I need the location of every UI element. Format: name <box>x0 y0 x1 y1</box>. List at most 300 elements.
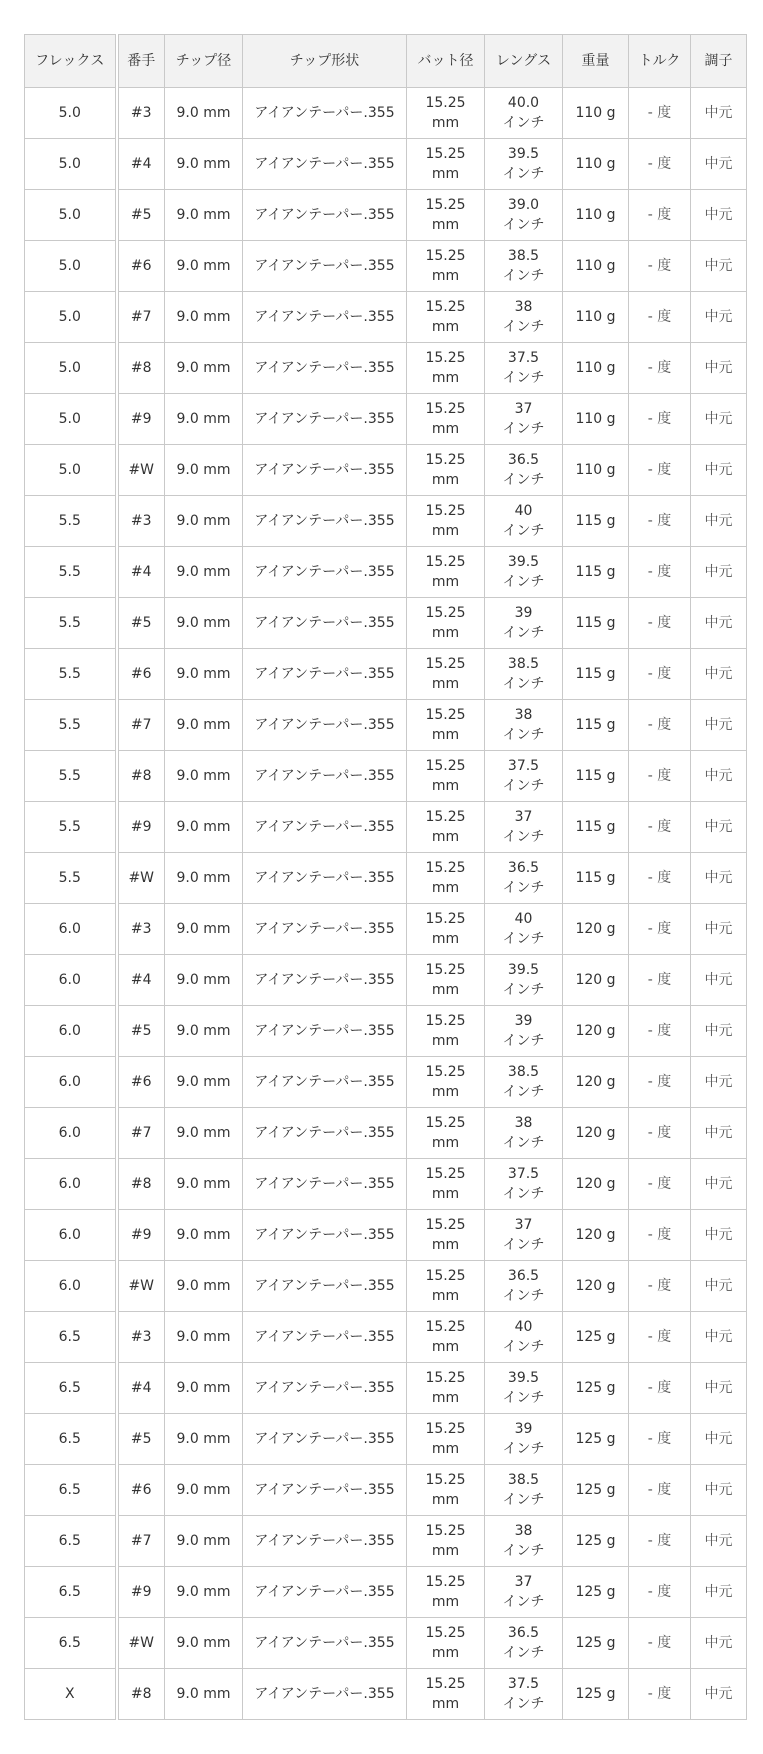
cell-torque: - 度 <box>629 1363 691 1414</box>
cell-tip-shape: アイアンテーパー.355 <box>243 1210 407 1261</box>
header-flex: フレックス <box>25 35 117 88</box>
header-tip-shape: チップ形状 <box>243 35 407 88</box>
cell-butt-diameter-value: 15.25 <box>425 401 466 417</box>
cell-butt-diameter-unit: mm <box>431 880 460 896</box>
cell-kick-point: 中元 <box>691 1618 747 1669</box>
table-row <box>25 1108 747 1159</box>
cell-butt-diameter-value: 15.25 <box>425 95 466 111</box>
cell-flex: 5.0 <box>25 190 117 241</box>
cell-length-value: 40 <box>514 911 533 927</box>
cell-weight: 115 g <box>563 649 629 700</box>
cell-length-unit: インチ <box>502 1135 545 1151</box>
cell-club-number: #6 <box>117 241 165 292</box>
cell-torque: - 度 <box>629 190 691 241</box>
cell-length-unit: インチ <box>502 829 545 845</box>
cell-club-number: #W <box>117 445 165 496</box>
cell-length <box>485 1618 563 1669</box>
cell-kick-point: 中元 <box>691 292 747 343</box>
cell-butt-diameter-unit: mm <box>431 676 460 692</box>
cell-length-value: 39.5 <box>507 962 540 978</box>
cell-butt-diameter-value: 15.25 <box>425 860 466 876</box>
cell-torque: - 度 <box>629 496 691 547</box>
cell-length-unit: インチ <box>502 1339 545 1355</box>
cell-length-unit: インチ <box>502 523 545 539</box>
cell-butt-diameter <box>407 1312 485 1363</box>
cell-butt-diameter <box>407 1363 485 1414</box>
table-row <box>25 598 747 649</box>
cell-weight: 125 g <box>563 1516 629 1567</box>
cell-tip-shape: アイアンテーパー.355 <box>243 547 407 598</box>
cell-flex: 6.0 <box>25 1210 117 1261</box>
cell-kick-point: 中元 <box>691 1414 747 1465</box>
cell-butt-diameter-value: 15.25 <box>425 146 466 162</box>
cell-butt-diameter-value: 15.25 <box>425 554 466 570</box>
cell-length-value: 37 <box>514 401 533 417</box>
cell-length-value: 36.5 <box>507 1625 540 1641</box>
cell-length-unit: インチ <box>502 115 545 131</box>
cell-length-value: 39.5 <box>507 146 540 162</box>
cell-tip-diameter: 9.0 mm <box>165 955 243 1006</box>
table-row <box>25 1414 747 1465</box>
cell-length-value: 39.0 <box>507 197 540 213</box>
cell-kick-point: 中元 <box>691 496 747 547</box>
table-row <box>25 1210 747 1261</box>
cell-club-number: #5 <box>117 1414 165 1465</box>
table-row <box>25 751 747 802</box>
cell-length <box>485 1669 563 1720</box>
cell-weight: 110 g <box>563 241 629 292</box>
cell-length-value: 36.5 <box>507 860 540 876</box>
cell-butt-diameter <box>407 547 485 598</box>
cell-weight: 115 g <box>563 751 629 802</box>
cell-butt-diameter-value: 15.25 <box>425 1472 466 1488</box>
cell-length <box>485 1363 563 1414</box>
cell-tip-diameter: 9.0 mm <box>165 1618 243 1669</box>
cell-length-unit: インチ <box>502 472 545 488</box>
cell-length-unit: インチ <box>502 1594 545 1610</box>
cell-torque: - 度 <box>629 394 691 445</box>
cell-club-number: #W <box>117 1261 165 1312</box>
cell-length-value: 37 <box>514 1574 533 1590</box>
table-row <box>25 853 747 904</box>
cell-club-number: #7 <box>117 700 165 751</box>
cell-torque: - 度 <box>629 751 691 802</box>
cell-kick-point: 中元 <box>691 547 747 598</box>
cell-butt-diameter-unit: mm <box>431 421 460 437</box>
cell-length-unit: インチ <box>502 1441 545 1457</box>
cell-tip-shape: アイアンテーパー.355 <box>243 649 407 700</box>
cell-tip-shape: アイアンテーパー.355 <box>243 292 407 343</box>
table-row <box>25 955 747 1006</box>
cell-length <box>485 190 563 241</box>
cell-torque: - 度 <box>629 139 691 190</box>
cell-club-number: #W <box>117 853 165 904</box>
cell-length-value: 40 <box>514 503 533 519</box>
cell-kick-point: 中元 <box>691 394 747 445</box>
table-row <box>25 139 747 190</box>
cell-club-number: #6 <box>117 649 165 700</box>
cell-length-unit: インチ <box>502 1492 545 1508</box>
cell-tip-shape: アイアンテーパー.355 <box>243 1567 407 1618</box>
cell-weight: 110 g <box>563 445 629 496</box>
cell-flex: 6.0 <box>25 1108 117 1159</box>
table-row <box>25 547 747 598</box>
cell-butt-diameter <box>407 1414 485 1465</box>
cell-length <box>485 1006 563 1057</box>
cell-length <box>485 88 563 139</box>
cell-kick-point: 中元 <box>691 343 747 394</box>
table-row <box>25 1567 747 1618</box>
cell-butt-diameter-unit: mm <box>431 1543 460 1559</box>
cell-length-value: 38 <box>514 1523 533 1539</box>
cell-butt-diameter-unit: mm <box>431 1594 460 1610</box>
cell-butt-diameter-unit: mm <box>431 1390 460 1406</box>
cell-length-value: 39 <box>514 1421 533 1437</box>
cell-length-unit: インチ <box>502 931 545 947</box>
cell-length-value: 38 <box>514 1115 533 1131</box>
cell-tip-diameter: 9.0 mm <box>165 649 243 700</box>
cell-butt-diameter <box>407 751 485 802</box>
cell-butt-diameter-unit: mm <box>431 1441 460 1457</box>
cell-butt-diameter-unit: mm <box>431 778 460 794</box>
cell-flex: 6.5 <box>25 1516 117 1567</box>
cell-butt-diameter-value: 15.25 <box>425 1625 466 1641</box>
cell-flex: 5.0 <box>25 139 117 190</box>
cell-length-unit: インチ <box>502 217 545 233</box>
table-row <box>25 1618 747 1669</box>
table-row <box>25 241 747 292</box>
cell-butt-diameter <box>407 1057 485 1108</box>
cell-length-unit: インチ <box>502 1033 545 1049</box>
cell-butt-diameter-value: 15.25 <box>425 809 466 825</box>
cell-weight: 115 g <box>563 598 629 649</box>
table-row <box>25 904 747 955</box>
cell-butt-diameter-value: 15.25 <box>425 911 466 927</box>
cell-length-value: 37 <box>514 809 533 825</box>
cell-length <box>485 700 563 751</box>
cell-torque: - 度 <box>629 904 691 955</box>
cell-weight: 115 g <box>563 547 629 598</box>
cell-tip-shape: アイアンテーパー.355 <box>243 751 407 802</box>
spec-table-container <box>24 34 746 1720</box>
cell-length-unit: インチ <box>502 1186 545 1202</box>
cell-club-number: #9 <box>117 394 165 445</box>
table-row <box>25 1261 747 1312</box>
cell-length <box>485 394 563 445</box>
cell-tip-shape: アイアンテーパー.355 <box>243 853 407 904</box>
header-kick-point: 調子 <box>691 35 747 88</box>
cell-butt-diameter-unit: mm <box>431 1186 460 1202</box>
cell-torque: - 度 <box>629 700 691 751</box>
cell-butt-diameter-value: 15.25 <box>425 1523 466 1539</box>
cell-weight: 115 g <box>563 853 629 904</box>
cell-kick-point: 中元 <box>691 700 747 751</box>
cell-weight: 115 g <box>563 700 629 751</box>
table-row <box>25 1159 747 1210</box>
cell-tip-shape: アイアンテーパー.355 <box>243 598 407 649</box>
cell-butt-diameter-unit: mm <box>431 574 460 590</box>
cell-kick-point: 中元 <box>691 955 747 1006</box>
cell-butt-diameter-value: 15.25 <box>425 197 466 213</box>
cell-length-value: 37 <box>514 1217 533 1233</box>
cell-tip-shape: アイアンテーパー.355 <box>243 1669 407 1720</box>
cell-butt-diameter <box>407 190 485 241</box>
cell-flex: 5.5 <box>25 751 117 802</box>
cell-length-value: 40.0 <box>507 95 540 111</box>
cell-club-number: #7 <box>117 1516 165 1567</box>
cell-length-value: 37.5 <box>507 1166 540 1182</box>
cell-length-unit: インチ <box>502 421 545 437</box>
cell-butt-diameter-value: 15.25 <box>425 1370 466 1386</box>
cell-kick-point: 中元 <box>691 1312 747 1363</box>
cell-flex: 6.5 <box>25 1618 117 1669</box>
cell-butt-diameter-unit: mm <box>431 1339 460 1355</box>
cell-torque: - 度 <box>629 1006 691 1057</box>
cell-butt-diameter-unit: mm <box>431 931 460 947</box>
cell-butt-diameter-unit: mm <box>431 1033 460 1049</box>
cell-length <box>485 1108 563 1159</box>
cell-length <box>485 904 563 955</box>
cell-butt-diameter <box>407 1669 485 1720</box>
cell-torque: - 度 <box>629 1159 691 1210</box>
cell-tip-diameter: 9.0 mm <box>165 700 243 751</box>
cell-tip-shape: アイアンテーパー.355 <box>243 1261 407 1312</box>
cell-flex: 6.0 <box>25 955 117 1006</box>
cell-club-number: #6 <box>117 1465 165 1516</box>
cell-butt-diameter <box>407 904 485 955</box>
cell-length-unit: インチ <box>502 166 545 182</box>
cell-butt-diameter <box>407 139 485 190</box>
table-row <box>25 190 747 241</box>
cell-weight: 115 g <box>563 802 629 853</box>
cell-weight: 110 g <box>563 292 629 343</box>
cell-length-unit: インチ <box>502 982 545 998</box>
cell-kick-point: 中元 <box>691 904 747 955</box>
cell-butt-diameter-unit: mm <box>431 1492 460 1508</box>
cell-tip-shape: アイアンテーパー.355 <box>243 343 407 394</box>
cell-length <box>485 1567 563 1618</box>
cell-length-value: 38.5 <box>507 656 540 672</box>
cell-butt-diameter-unit: mm <box>431 982 460 998</box>
cell-torque: - 度 <box>629 1465 691 1516</box>
cell-length-value: 39 <box>514 1013 533 1029</box>
cell-length <box>485 1159 563 1210</box>
cell-flex: 6.5 <box>25 1312 117 1363</box>
cell-torque: - 度 <box>629 88 691 139</box>
cell-flex: 6.0 <box>25 904 117 955</box>
cell-length-unit: インチ <box>502 1645 545 1661</box>
cell-butt-diameter <box>407 1159 485 1210</box>
cell-kick-point: 中元 <box>691 139 747 190</box>
cell-torque: - 度 <box>629 1108 691 1159</box>
cell-tip-diameter: 9.0 mm <box>165 292 243 343</box>
cell-weight: 120 g <box>563 904 629 955</box>
cell-butt-diameter-value: 15.25 <box>425 1064 466 1080</box>
cell-kick-point: 中元 <box>691 1465 747 1516</box>
cell-length-unit: インチ <box>502 880 545 896</box>
cell-butt-diameter <box>407 1210 485 1261</box>
cell-tip-shape: アイアンテーパー.355 <box>243 1363 407 1414</box>
cell-weight: 120 g <box>563 1057 629 1108</box>
cell-length-value: 37.5 <box>507 350 540 366</box>
cell-tip-diameter: 9.0 mm <box>165 1669 243 1720</box>
cell-kick-point: 中元 <box>691 598 747 649</box>
cell-length-unit: インチ <box>502 727 545 743</box>
cell-butt-diameter-unit: mm <box>431 829 460 845</box>
cell-butt-diameter-value: 15.25 <box>425 1574 466 1590</box>
cell-tip-diameter: 9.0 mm <box>165 751 243 802</box>
cell-kick-point: 中元 <box>691 1210 747 1261</box>
cell-kick-point: 中元 <box>691 1669 747 1720</box>
cell-flex: 5.5 <box>25 547 117 598</box>
cell-butt-diameter-value: 15.25 <box>425 1115 466 1131</box>
cell-butt-diameter <box>407 1261 485 1312</box>
cell-tip-shape: アイアンテーパー.355 <box>243 394 407 445</box>
cell-butt-diameter-unit: mm <box>431 115 460 131</box>
cell-butt-diameter <box>407 1618 485 1669</box>
cell-butt-diameter-unit: mm <box>431 472 460 488</box>
cell-flex: 6.5 <box>25 1567 117 1618</box>
cell-weight: 125 g <box>563 1669 629 1720</box>
cell-torque: - 度 <box>629 853 691 904</box>
cell-tip-shape: アイアンテーパー.355 <box>243 904 407 955</box>
cell-tip-shape: アイアンテーパー.355 <box>243 241 407 292</box>
cell-flex: 6.5 <box>25 1465 117 1516</box>
cell-butt-diameter-unit: mm <box>431 1696 460 1712</box>
cell-club-number: #5 <box>117 1006 165 1057</box>
cell-weight: 120 g <box>563 955 629 1006</box>
table-body <box>25 88 747 1720</box>
cell-kick-point: 中元 <box>691 190 747 241</box>
cell-butt-diameter <box>407 343 485 394</box>
cell-torque: - 度 <box>629 955 691 1006</box>
cell-kick-point: 中元 <box>691 1516 747 1567</box>
cell-flex: 6.0 <box>25 1159 117 1210</box>
cell-length <box>485 1210 563 1261</box>
header-torque: トルク <box>629 35 691 88</box>
table-row <box>25 496 747 547</box>
cell-flex: 5.0 <box>25 88 117 139</box>
cell-tip-diameter: 9.0 mm <box>165 1261 243 1312</box>
cell-torque: - 度 <box>629 1618 691 1669</box>
header-length: レングス <box>485 35 563 88</box>
cell-flex: 5.5 <box>25 802 117 853</box>
cell-length-value: 36.5 <box>507 1268 540 1284</box>
cell-flex: 5.5 <box>25 700 117 751</box>
cell-length-value: 38.5 <box>507 248 540 264</box>
table-row <box>25 88 747 139</box>
cell-tip-diameter: 9.0 mm <box>165 241 243 292</box>
cell-length-value: 40 <box>514 1319 533 1335</box>
cell-length <box>485 241 563 292</box>
cell-weight: 125 g <box>563 1414 629 1465</box>
cell-length-unit: インチ <box>502 574 545 590</box>
cell-butt-diameter <box>407 88 485 139</box>
cell-length <box>485 802 563 853</box>
cell-length <box>485 445 563 496</box>
cell-club-number: #8 <box>117 751 165 802</box>
cell-weight: 120 g <box>563 1261 629 1312</box>
cell-tip-shape: アイアンテーパー.355 <box>243 1312 407 1363</box>
cell-butt-diameter-unit: mm <box>431 1237 460 1253</box>
cell-torque: - 度 <box>629 1210 691 1261</box>
cell-length <box>485 496 563 547</box>
cell-length-unit: インチ <box>502 1390 545 1406</box>
cell-butt-diameter-value: 15.25 <box>425 248 466 264</box>
cell-length-value: 37.5 <box>507 758 540 774</box>
cell-tip-shape: アイアンテーパー.355 <box>243 1414 407 1465</box>
cell-tip-diameter: 9.0 mm <box>165 1006 243 1057</box>
cell-tip-shape: アイアンテーパー.355 <box>243 1159 407 1210</box>
cell-butt-diameter-unit: mm <box>431 370 460 386</box>
cell-tip-diameter: 9.0 mm <box>165 190 243 241</box>
cell-butt-diameter <box>407 292 485 343</box>
cell-butt-diameter <box>407 853 485 904</box>
cell-club-number: #9 <box>117 1567 165 1618</box>
cell-butt-diameter <box>407 445 485 496</box>
cell-torque: - 度 <box>629 1057 691 1108</box>
cell-butt-diameter-value: 15.25 <box>425 962 466 978</box>
cell-flex: 6.0 <box>25 1057 117 1108</box>
cell-weight: 110 g <box>563 343 629 394</box>
cell-weight: 120 g <box>563 1108 629 1159</box>
cell-length-unit: インチ <box>502 319 545 335</box>
cell-tip-shape: アイアンテーパー.355 <box>243 1057 407 1108</box>
cell-tip-shape: アイアンテーパー.355 <box>243 445 407 496</box>
cell-tip-diameter: 9.0 mm <box>165 1108 243 1159</box>
cell-tip-diameter: 9.0 mm <box>165 1312 243 1363</box>
cell-butt-diameter-unit: mm <box>431 523 460 539</box>
cell-butt-diameter-unit: mm <box>431 1288 460 1304</box>
cell-club-number: #6 <box>117 1057 165 1108</box>
cell-length <box>485 1516 563 1567</box>
cell-length <box>485 1312 563 1363</box>
cell-tip-diameter: 9.0 mm <box>165 853 243 904</box>
cell-butt-diameter-value: 15.25 <box>425 350 466 366</box>
cell-torque: - 度 <box>629 598 691 649</box>
cell-length-unit: インチ <box>502 268 545 284</box>
cell-flex: 5.5 <box>25 496 117 547</box>
cell-weight: 125 g <box>563 1363 629 1414</box>
cell-torque: - 度 <box>629 1669 691 1720</box>
table-row <box>25 292 747 343</box>
cell-butt-diameter-value: 15.25 <box>425 1166 466 1182</box>
cell-tip-shape: アイアンテーパー.355 <box>243 139 407 190</box>
cell-club-number: #3 <box>117 88 165 139</box>
table-row <box>25 1057 747 1108</box>
cell-butt-diameter <box>407 802 485 853</box>
cell-butt-diameter-unit: mm <box>431 166 460 182</box>
cell-kick-point: 中元 <box>691 1108 747 1159</box>
cell-length <box>485 649 563 700</box>
cell-flex: 6.0 <box>25 1006 117 1057</box>
cell-tip-shape: アイアンテーパー.355 <box>243 1108 407 1159</box>
cell-butt-diameter-value: 15.25 <box>425 503 466 519</box>
cell-kick-point: 中元 <box>691 241 747 292</box>
shaft-spec-table <box>24 34 747 1720</box>
cell-tip-diameter: 9.0 mm <box>165 547 243 598</box>
table-row <box>25 700 747 751</box>
cell-butt-diameter-value: 15.25 <box>425 1013 466 1029</box>
cell-weight: 125 g <box>563 1618 629 1669</box>
table-row <box>25 394 747 445</box>
cell-butt-diameter-value: 15.25 <box>425 1268 466 1284</box>
table-row <box>25 802 747 853</box>
cell-tip-diameter: 9.0 mm <box>165 802 243 853</box>
cell-weight: 120 g <box>563 1210 629 1261</box>
cell-butt-diameter <box>407 1567 485 1618</box>
cell-kick-point: 中元 <box>691 1057 747 1108</box>
